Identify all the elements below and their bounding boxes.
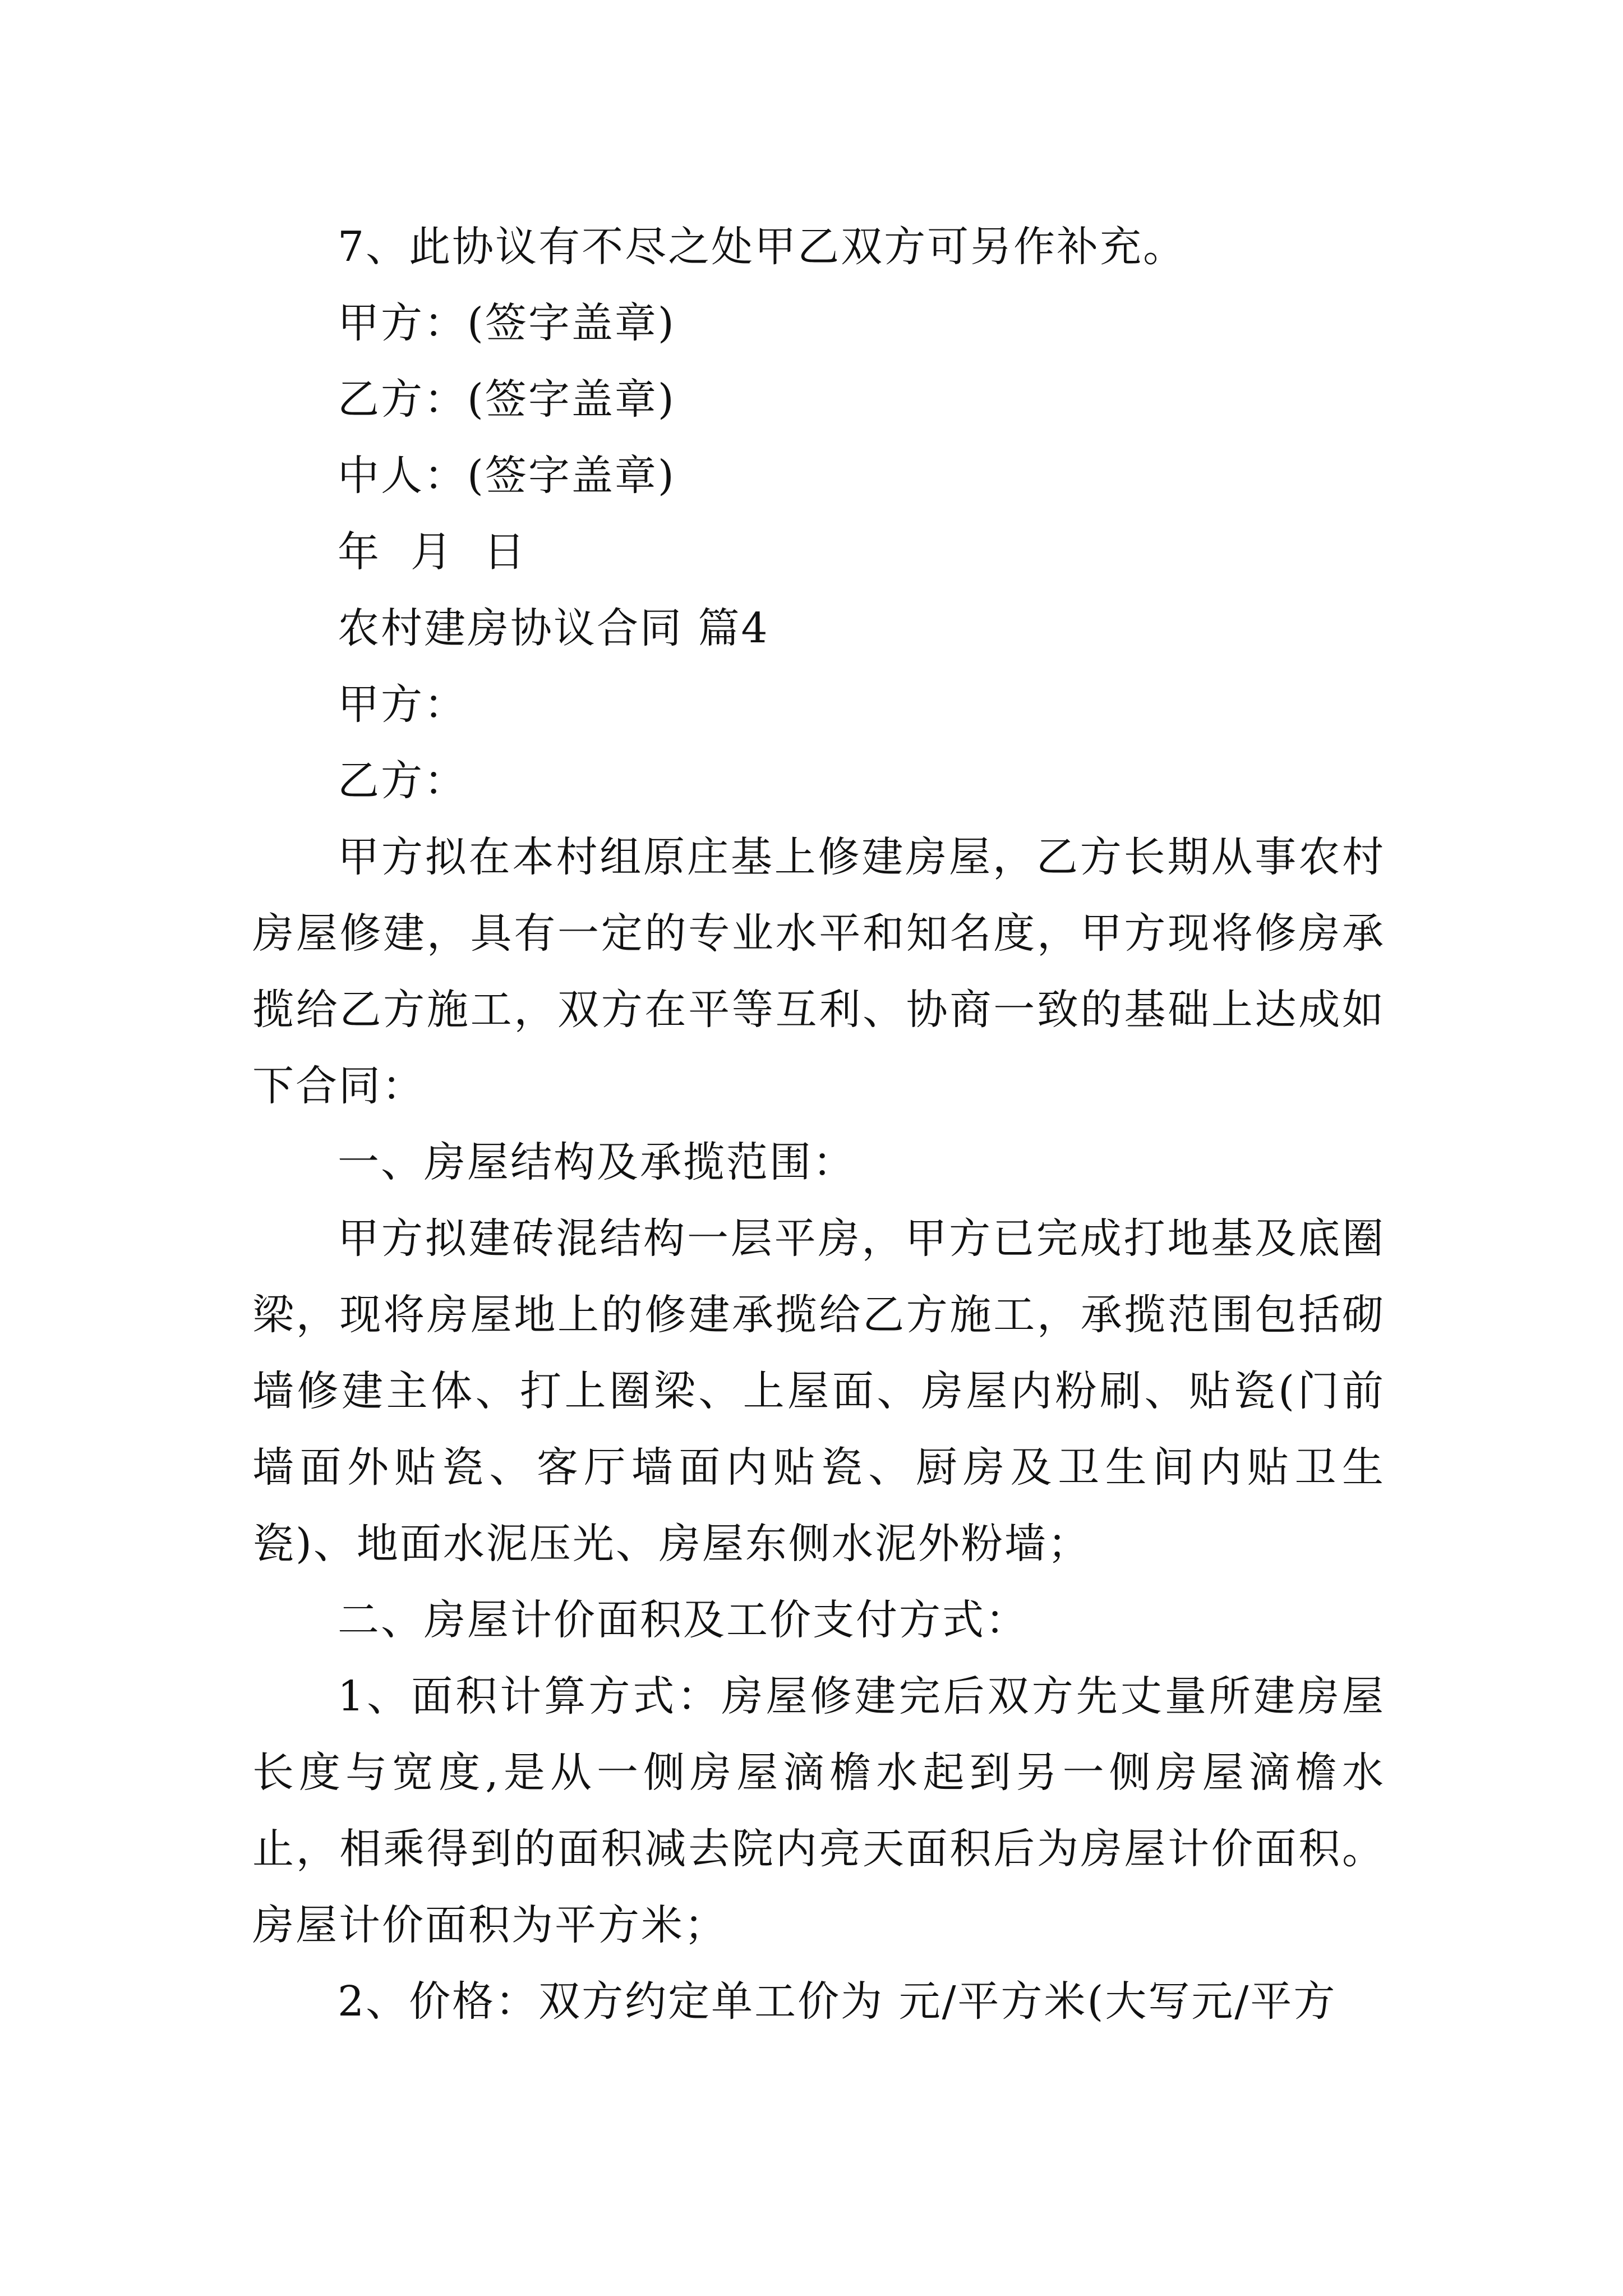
paragraph-date: 年 月 日 <box>338 528 527 576</box>
paragraph-middleman-signature: 中人：(签字盖章) <box>338 452 676 500</box>
paragraph-supplement-clause: 7、此协议有不尽之处甲乙双方可另作补充。 <box>338 223 1187 271</box>
paragraph-price: 2、价格：双方约定单工价为 元/平方米(大写元/平方 <box>338 1977 1337 2026</box>
paragraph-party-b-signature: 乙方：(签字盖章) <box>338 375 676 424</box>
paragraph-party-b: 乙方： <box>338 757 467 805</box>
paragraph-area-calculation: 1、面积计算方式：房屋修建完后双方先丈量所建房屋长度与宽度,是从一侧房屋滴檐水起到另一侧房屋滴檐水止，相乘得到的面积减去院内亮天面积后为房屋计价面积。房屋计价面积为平方米； <box>252 1672 1385 1949</box>
paragraph-party-a: 甲方： <box>338 680 467 729</box>
heading-area-payment: 二、房屋计价面积及工价支付方式： <box>338 1596 1029 1644</box>
heading-structure-scope: 一、房屋结构及承揽范围： <box>338 1138 856 1186</box>
paragraph-structure-scope: 甲方拟建砖混结构一层平房，甲方已完成打地基及底圈梁，现将房屋地上的修建承揽给乙方施工，承揽范围包括砌墙修建主体、打上圈梁、上屋面、房屋内粉刷、贴瓷(门前墙面外贴瓷、客厅墙面内贴瓷、厨房及卫生间内贴卫生瓷)、地面水泥压光、房屋东侧水泥外粉墙； <box>252 1214 1385 1568</box>
document-body <box>252 209 1385 2040</box>
paragraph-preamble: 甲方拟在本村组原庄基上修建房屋，乙方长期从事农村房屋修建，具有一定的专业水平和知名度，甲方现将修房承揽给乙方施工，双方在平等互利、协商一致的基础上达成如下合同： <box>252 833 1385 1110</box>
paragraph-party-a-signature: 甲方：(签字盖章) <box>338 299 676 347</box>
section-title: 农村建房协议合同 篇4 <box>338 604 769 652</box>
